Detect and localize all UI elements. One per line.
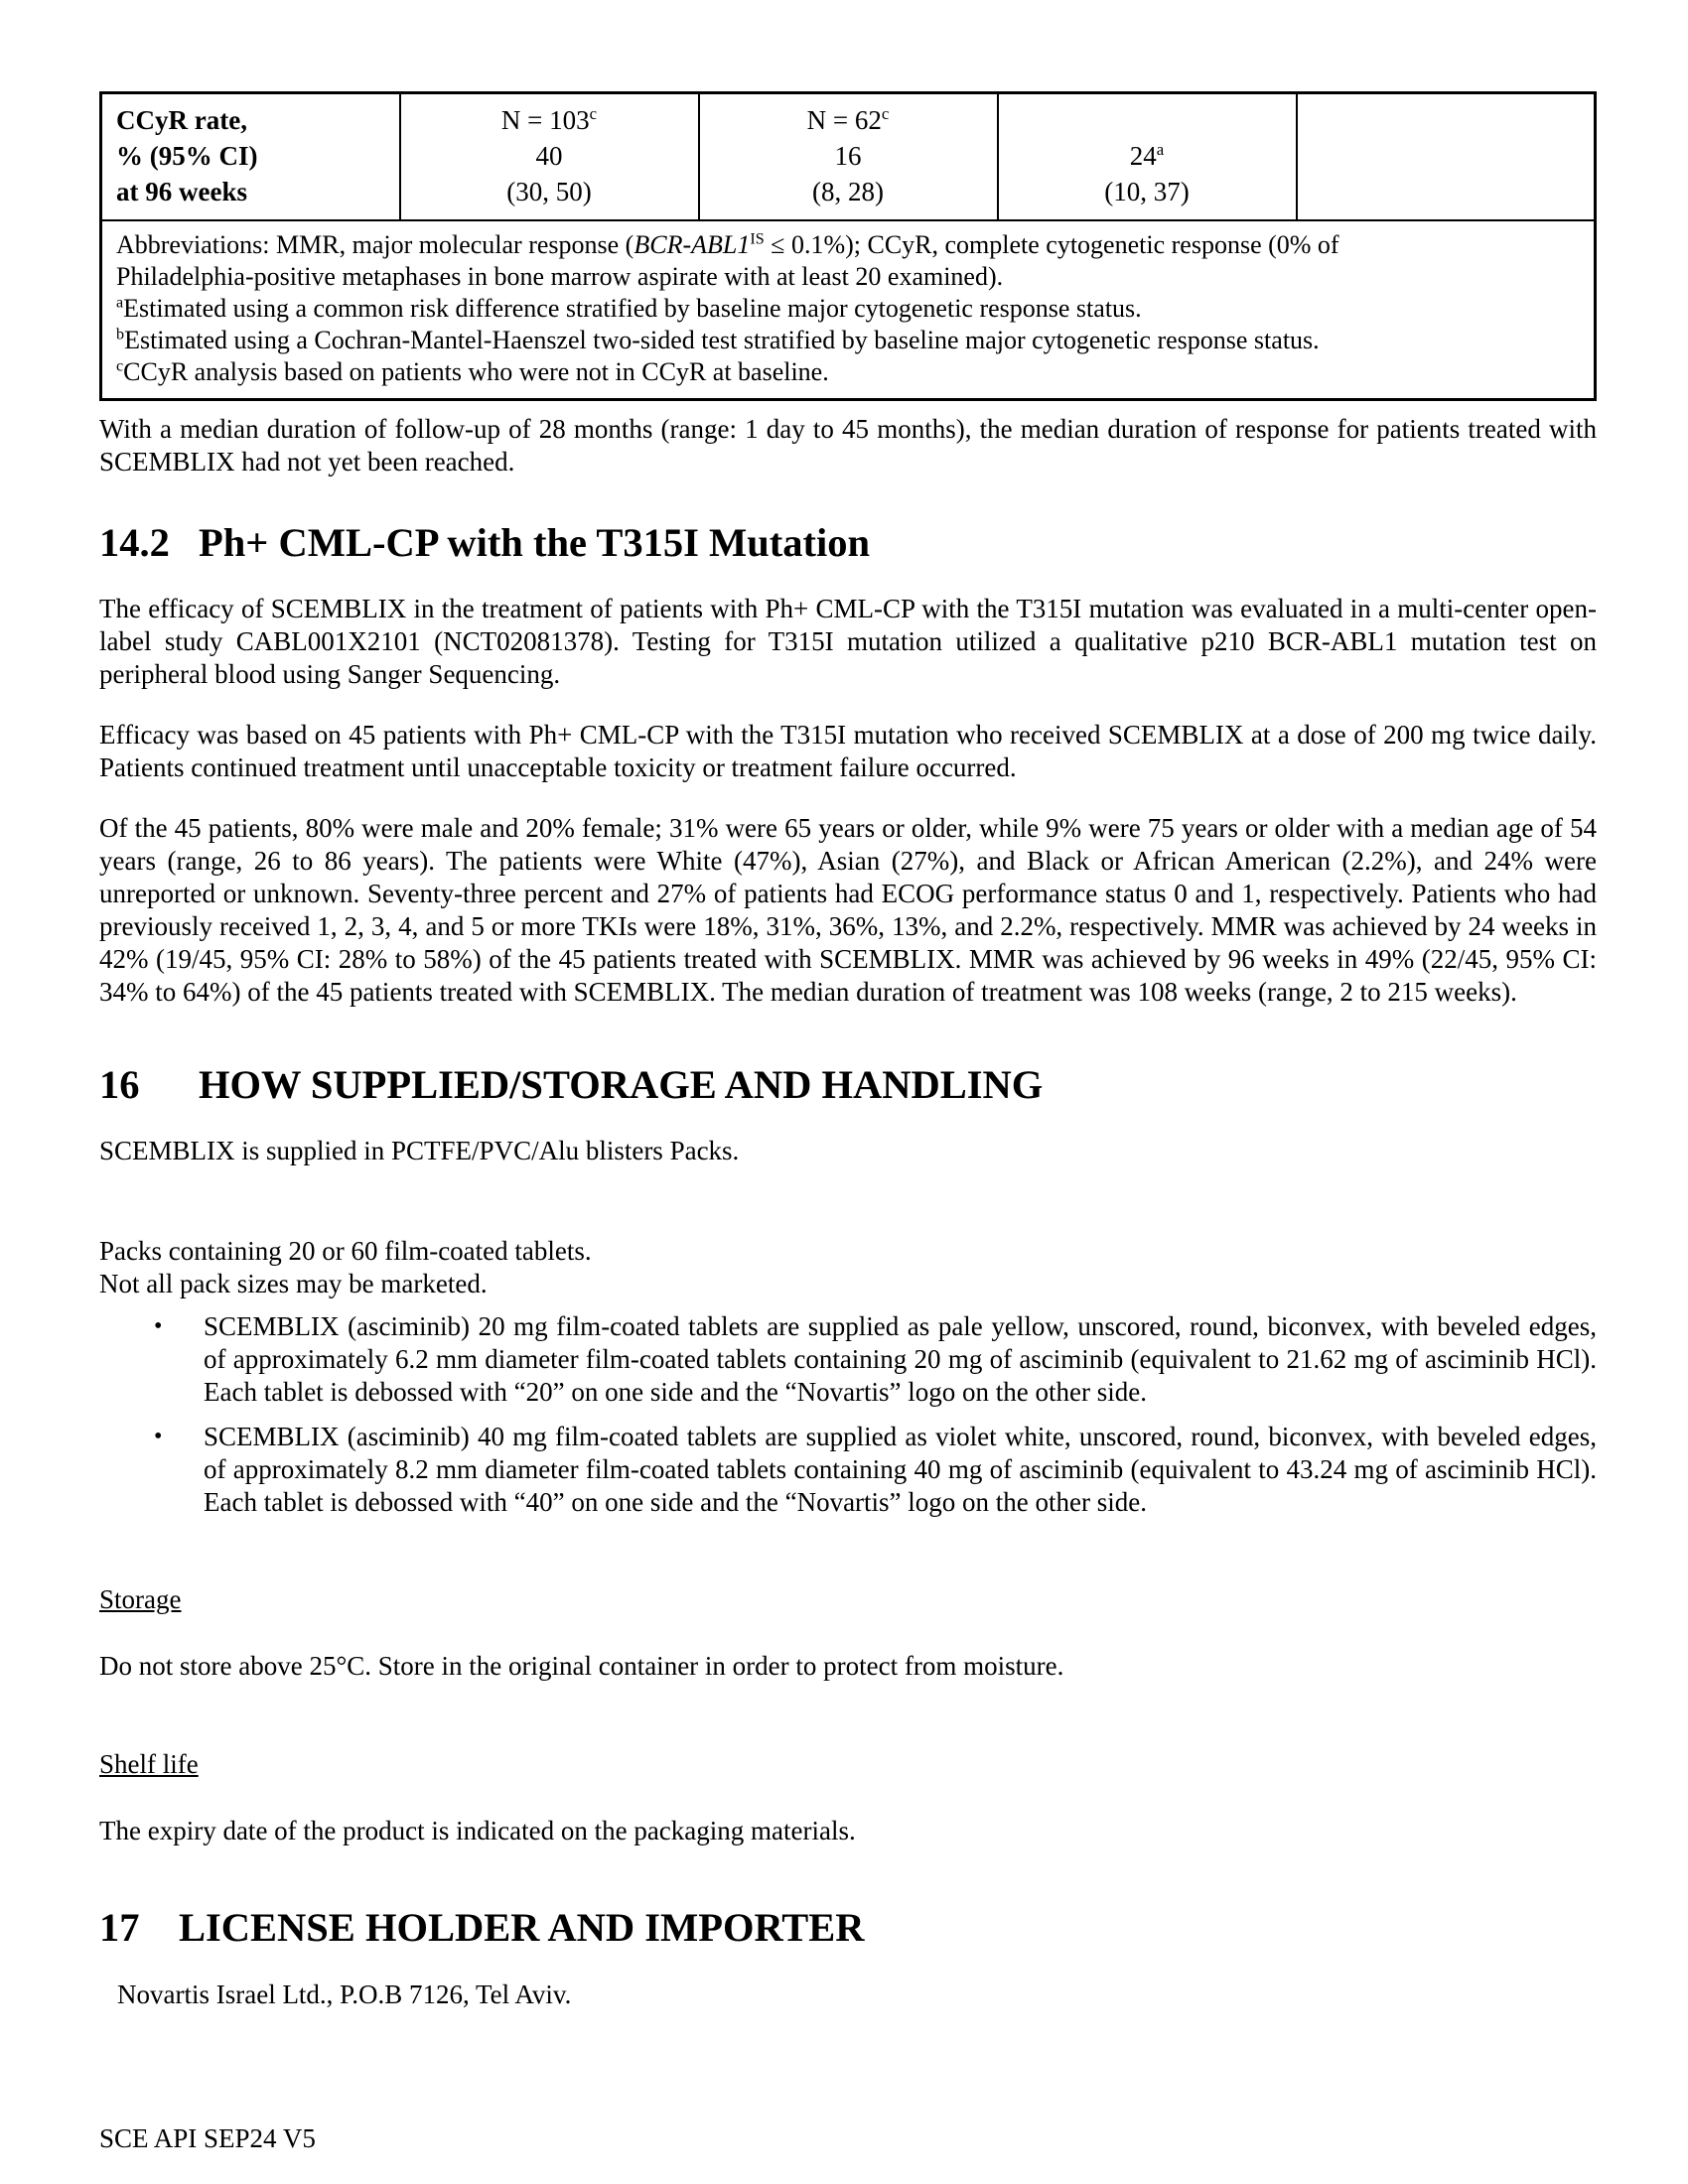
gene-superscript: IS [750,230,765,248]
footnote-a: $^a$Estimated using a common risk difference stratified by baseline major cytogenetic response status. [116,294,1142,323]
document-footer-code: SCE API SEP24 V5 [99,2122,316,2153]
table-row [101,93,1596,221]
section-title: HOW SUPPLIED/STORAGE AND HANDLING [199,1061,1044,1107]
confidence-interval: (30, 50) [506,177,592,206]
section-title: LICENSE HOLDER AND IMPORTER [179,1905,865,1951]
row-label-line-1: CCyR rate, [116,105,247,135]
subheading-storage: Storage [99,1584,182,1615]
confidence-interval: (8, 28) [812,177,884,206]
paragraph-efficacy-dose: Efficacy was based on 45 patients with Ph+ CML-CP with the T315I mutation who received SCEMBLIX at a dose of 200 mg twice daily. Patients continued treatment until unacceptable toxicity or treatment failure occurred. [99,720,1597,783]
footnote-marker: a [1156,140,1165,159]
section-heading-17 [99,1903,1597,1952]
table-footnotes [101,220,1596,400]
section-heading-16 [99,1060,1597,1109]
n-count: N = 62 [806,105,882,135]
abbreviations-note: Abbreviations: MMR, major molecular response $(BCR-ABL1^{IS} \le 0.1\%)$; CCyR, complete cytogenetic response (0% of [116,230,1339,259]
paragraph-patient-demographics: Of the 45 patients, 80% were male and 20% female; 31% were 65 years or older, while 9% were 75 years or older with a median age of 54 years (range, 26 to 86 years). The patients were White (47%), Asian (27%), and Black or African American (2.2%), and 24% were unreported or unknown. Seventy-three percent and 27% of patients had ECOG performance status 0 and 1, respectively. Patients who had previously received 1, 2, 3, 4, and 5 or more TKIs were 18%, 31%, 36%, 13%, and 2.2%, respectively. MMR was achieved by 24 weeks in 42% (19/45, 95% CI: 28% to 58%) of the 45 patients treated with SCEMBLIX. MMR was achieved by 96 weeks in 49% (22/45, 95% CI: 34% to 64%) of the 45 patients treated with SCEMBLIX. The median duration of treatment was 108 weeks (range, 2 to 215 weeks). [99,812,1597,1007]
abbreviations-note-line2: Philadelphia-positive metaphases in bone marrow aspirate with at least 20 examined). [116,262,1004,291]
paragraph-storage: Do not store above 25°C. Store in the original container in order to protect from moisture. [99,1651,1064,1682]
paragraph-license-holder: Novartis Israel Ltd., P.O.B 7126, Tel Aviv. [117,1979,572,2009]
tablet-description-list [99,1310,1597,1519]
bullet-text-20mg: SCEMBLIX (asciminib) 20 mg film-coated tablets are supplied as pale yellow, unscored, round, biconvex, with beveled edges, of approximately 6.2 mm diameter film-coated tablets containing 20 mg of asciminib (equivalent to 21.62 mg of asciminib HCl). Each tablet is debossed with “20” on one side and the “Novartis” logo on the other side. [204,1310,1597,1407]
n-count: N = 103 [500,105,590,135]
section-number: 16 [99,1061,140,1107]
list-item [99,1421,1597,1519]
row-label-line-3: at 96 weeks [116,177,247,206]
bullet-text-40mg: SCEMBLIX (asciminib) 40 mg film-coated tablets are supplied as violet white, unscored, round, biconvex, with beveled edges, of approximately 8.2 mm diameter film-coated tablets containing 40 mg of asciminib (equivalent to 43.24 mg of asciminib HCl). Each tablet is debossed with “40” on one side and the “Novartis” logo on the other side. [204,1421,1597,1517]
value-cell-empty [1297,93,1596,221]
paragraph-supplied-in: SCEMBLIX is supplied in PCTFE/PVC/Alu blisters Packs. [99,1136,740,1165]
value-cell-difference [998,93,1297,221]
table-footnote-row [101,220,1596,400]
rate-value: 40 [535,141,563,171]
gene-name: BCR-ABL1 [633,230,751,259]
paragraph-efficacy-study: The efficacy of SCEMBLIX in the treatment of patients with Ph+ CML-CP with the T315I mutation was evaluated in a multi-center open-label study CABL001X2101 (NCT02081378). Testing for T315I mutation utilized a qualitative p210 BCR-ABL1 mutation test on peripheral blood using Sanger Sequencing. [99,594,1597,690]
bullet-icon [154,1421,204,1519]
section-number: 17 [99,1905,140,1951]
value-cell-scemblix [400,93,699,221]
section-number: 14.2 [99,519,170,565]
rate-value: 24 [1129,141,1157,171]
footnote-marker: c [881,104,890,123]
bullet-icon [154,1310,204,1409]
footnote-marker: b [116,326,125,343]
rate-value: 16 [834,141,862,171]
ccyr-rate-table [99,91,1597,401]
paragraph-not-all-packs: Not all pack sizes may be marketed. [99,1268,488,1298]
row-label-cell [101,93,400,221]
footnote-b: $^b$Estimated using a Cochran-Mantel-Haenszel two-sided test stratified by baseline major cytogenetic response status. [116,326,1320,354]
footnote-marker: a [116,294,124,312]
footnote-marker: c [589,104,598,123]
footnote-c: $^c$CCyR analysis based on patients who were not in CCyR at baseline. [116,357,829,386]
value-cell-comparator [699,93,998,221]
section-title: Ph+ CML-CP with the T315I Mutation [199,519,870,565]
subheading-shelf-life: Shelf life [99,1749,199,1780]
section-heading-14-2 [99,518,1597,567]
list-item [99,1310,1597,1409]
paragraph-shelf-life: The expiry date of the product is indicated on the packaging materials. [99,1816,856,1846]
confidence-interval: (10, 37) [1104,177,1190,206]
row-label-line-2: % (95% CI) [116,141,258,171]
paragraph-median-duration: With a median duration of follow-up of 28 months (range: 1 day to 45 months), the median duration of response for patients treated with SCEMBLIX had not yet been reached. [99,414,1597,477]
paragraph-pack-sizes: Packs containing 20 or 60 film-coated tablets. [99,1235,592,1266]
footnote-marker: c [116,357,124,375]
